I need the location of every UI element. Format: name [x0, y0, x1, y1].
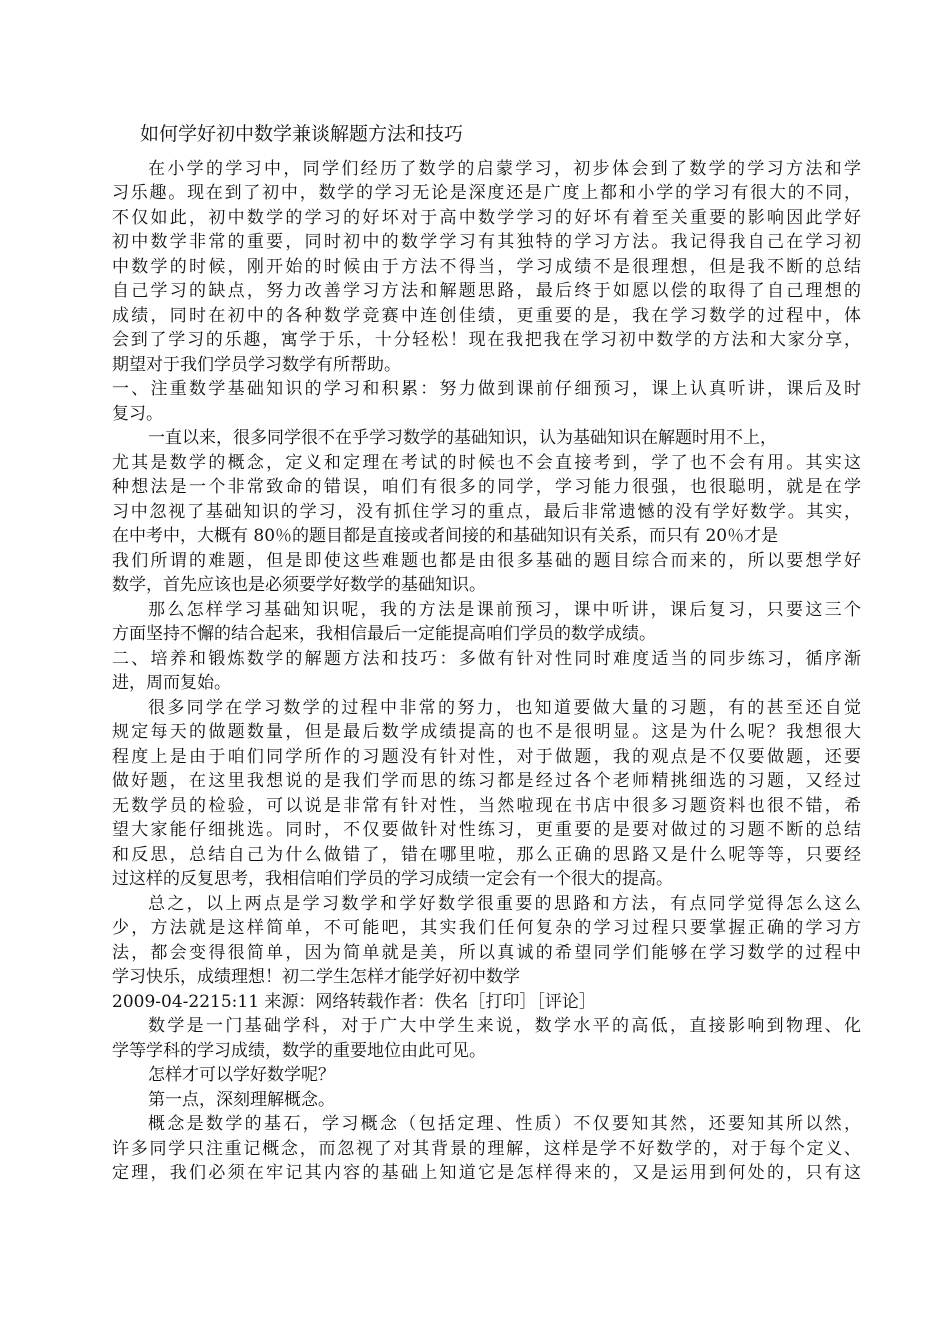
- section-heading-line: 复习。: [112, 404, 163, 424]
- paragraph-line: 第一点，深刻理解概念。: [148, 1090, 335, 1110]
- paragraph-line: 定理，我们必须在牢记其内容的基础上知道它是怎样得来的，又是运用到何处的，只有这: [112, 1163, 861, 1183]
- paragraph-line: 不仅如此，初中数学的学习的好坏对于高中数学学习的好坏有着至关重要的影响因此学好: [112, 208, 861, 228]
- paragraph-line: 概念是数学的基石，学习概念（包括定理、性质）不仅要知其然，还要知其所以然，: [148, 1114, 861, 1134]
- paragraph-line: 法，都会变得很简单，因为简单就是美，所以真诚的希望同学们能够在学习数学的过程中: [112, 943, 861, 963]
- paragraph-line: 初中数学非常的重要，同时初中的数学学习有其独特的学习方法。我记得我自己在学习初: [112, 232, 861, 252]
- paragraph-line: 数学，首先应该也是必须要学好数学的基础知识。: [112, 575, 486, 595]
- paragraph-line: 学等学科的学习成绩，数学的重要地位由此可见。: [112, 1041, 486, 1061]
- section-heading-line: 进，周而复始。: [112, 673, 231, 693]
- paragraph-line: 我们所谓的难题，但是即使这些难题也都是由很多基础的题目综合而来的，所以要想学好: [112, 551, 861, 571]
- section-heading-line: 二、培养和锻炼数学的解题方法和技巧：多做有针对性同时难度适当的同步练习，循序渐: [112, 649, 861, 669]
- paragraph-line: 总之，以上两点是学习数学和学好数学很重要的思路和方法，有点同学觉得怎么这么: [148, 894, 861, 914]
- paragraph-line: 无数学员的检验，可以说是非常有针对性，当然啦现在书店中很多习题资料也很不错，希: [112, 796, 861, 816]
- paragraph-line: 望大家能仔细挑选。同时，不仅要做针对性练习，更重要的是要对做过的习题不断的总结: [112, 820, 861, 840]
- paragraph-line: 习中忽视了基础知识的学习，没有抓住学习的重点，最后非常遗憾的没有学好数学。其实，: [112, 502, 861, 522]
- paragraph-line: 规定每天的做题数量，但是最后数学成绩提高的也不是很明显。这是为什么呢？我想很大: [112, 722, 861, 742]
- paragraph-line: 会到了学习的乐趣，寓学于乐，十分轻松！现在我把我在学习初中数学的方法和大家分享，: [112, 330, 861, 350]
- paragraph-line: 在中考中，大概有 80％的题目都是直接或者间接的和基础知识有关系，而只有 20％才是: [112, 526, 779, 546]
- paragraph-line: 许多同学只注重记概念，而忽视了对其背景的理解，这样是学不好数学的，对于每个定义、: [112, 1139, 861, 1159]
- paragraph-line: 自己学习的缺点，努力改善学习方法和解题思路，最后终于如愿以偿的取得了自己理想的: [112, 281, 861, 301]
- paragraph-line: 数学是一门基础学科，对于广大中学生来说，数学水平的高低，直接影响到物理、化: [148, 1016, 861, 1036]
- paragraph-line: 学习快乐，成绩理想！初二学生怎样才能学好初中数学: [112, 967, 520, 987]
- paragraph-line: 种想法是一个非常致命的错误，咱们有很多的同学，学习能力很强，也很聪明，就是在学: [112, 477, 861, 497]
- document-title: 如何学好初中数学兼谈解题方法和技巧: [140, 123, 464, 145]
- paragraph-line: 过这样的反复思考，我相信咱们学员的学习成绩一定会有一个很大的提高。: [112, 869, 673, 889]
- paragraph-line: 方面坚持不懈的结合起来，我相信最后一定能提高咱们学员的数学成绩。: [112, 624, 656, 644]
- paragraph-line: 那么怎样学习基础知识呢，我的方法是课前预习，课中听讲，课后复习，只要这三个: [148, 600, 861, 620]
- paragraph-line: 和反思，总结自己为什么做错了，错在哪里啦，那么正确的思路又是什么呢等等，只要经: [112, 845, 861, 865]
- paragraph-line: 在小学的学习中，同学们经历了数学的启蒙学习，初步体会到了数学的学习方法和学: [148, 159, 861, 179]
- paragraph-line: 习乐趣。现在到了初中，数学的学习无论是深度还是广度上都和小学的学习有很大的不同，: [112, 183, 861, 203]
- paragraph-line: 尤其是数学的概念，定义和定理在考试的时候也不会直接考到，学了也不会有用。其实这: [112, 453, 861, 473]
- paragraph-line: 成绩，同时在初中的各种数学竞赛中连创佳绩，更重要的是，我在学习数学的过程中，体: [112, 306, 861, 326]
- paragraph-line: 期望对于我们学员学习数学有所帮助。: [112, 355, 401, 375]
- paragraph-line: 一直以来，很多同学很不在乎学习数学的基础知识，认为基础知识在解题时用不上，: [148, 428, 777, 448]
- paragraph-line: 少，方法就是这样简单，不可能吧，其实我们任何复杂的学习过程只要掌握正确的学习方: [112, 918, 861, 938]
- paragraph-line: 怎样才可以学好数学呢？: [148, 1065, 335, 1085]
- section-heading-line: 一、注重数学基础知识的学习和积累：努力做到课前仔细预习，课上认真听讲，课后及时: [112, 379, 861, 399]
- article-meta-line: 2009-04-2215:11 来源：网络转载作者：佚名［打印］［评论］: [112, 992, 596, 1012]
- paragraph-line: 中数学的时候，刚开始的时候由于方法不得当，学习成绩不是很理想，但是我不断的总结: [112, 257, 861, 277]
- paragraph-line: 做好题，在这里我想说的是我们学而思的练习都是经过各个老师精挑细选的习题，又经过: [112, 771, 861, 791]
- paragraph-line: 程度上是由于咱们同学所作的习题没有针对性，对于做题，我的观点是不仅要做题，还要: [112, 747, 861, 767]
- paragraph-line: 很多同学在学习数学的过程中非常的努力，也知道要做大量的习题，有的甚至还自觉: [148, 698, 861, 718]
